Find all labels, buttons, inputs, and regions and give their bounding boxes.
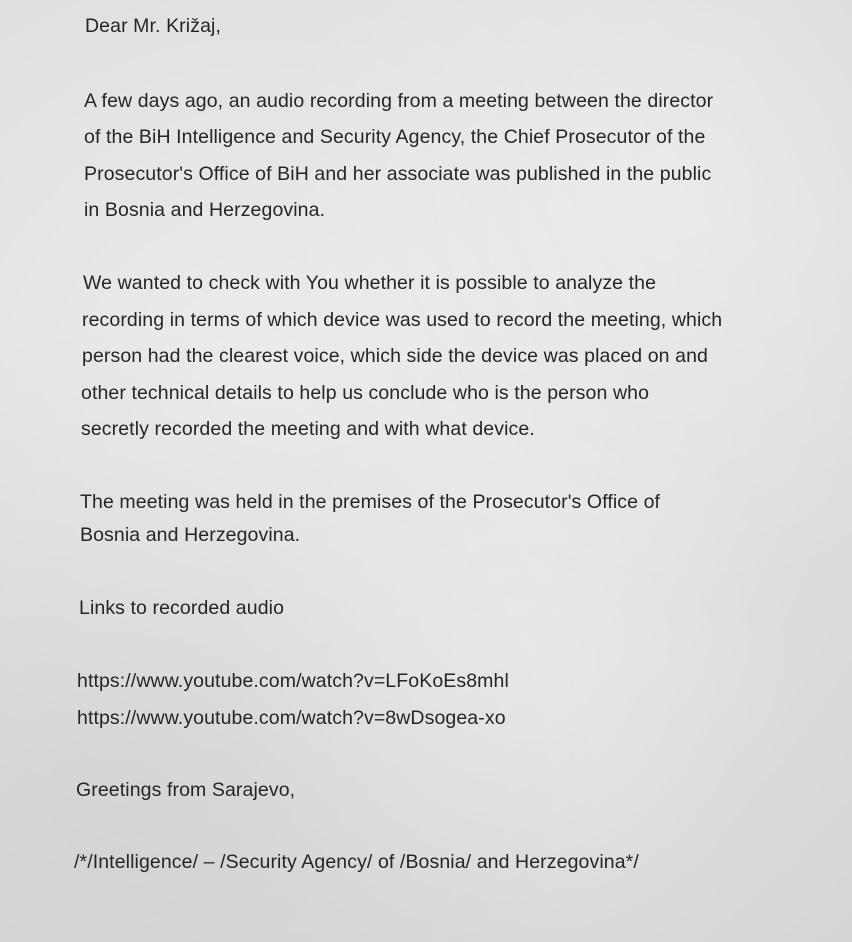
- paragraph-1-line: A few days ago, an audio recording from a meeting between the director: [84, 90, 714, 112]
- paragraph-1-line: of the BiH Intelligence and Security Agency, the Chief Prosecutor of the: [84, 126, 706, 148]
- paragraph-2-line: We wanted to check with You whether it is possible to analyze the: [83, 272, 657, 294]
- paragraph-3-line: Bosnia and Herzegovina.: [80, 524, 301, 546]
- paragraph-1-line: Prosecutor's Office of BiH and her associate was published in the public: [84, 163, 712, 185]
- paragraph-1-line: in Bosnia and Herzegovina.: [84, 199, 326, 221]
- links-heading: Links to recorded audio: [79, 597, 285, 619]
- closing: Greetings from Sarajevo,: [76, 779, 296, 801]
- paragraph-2-line: person had the clearest voice, which side the device was placed on and: [82, 345, 708, 367]
- salutation: Dear Mr. Križaj,: [85, 15, 221, 37]
- audio-link: https://www.youtube.com/watch?v=LFoKoEs8mhl: [77, 670, 509, 692]
- paragraph-3-line: The meeting was held in the premises of the Prosecutor's Office of: [80, 491, 661, 513]
- paragraph-2-line: secretly recorded the meeting and with what device.: [81, 418, 535, 440]
- signature: /*/Intelligence/ – /Security Agency/ of /Bosnia/ and Herzegovina*/: [74, 851, 639, 873]
- audio-link: https://www.youtube.com/watch?v=8wDsogea-xo: [77, 707, 506, 729]
- paragraph-2-line: recording in terms of which device was used to record the meeting, which: [82, 309, 723, 331]
- paragraph-2-line: other technical details to help us conclude who is the person who: [81, 382, 650, 404]
